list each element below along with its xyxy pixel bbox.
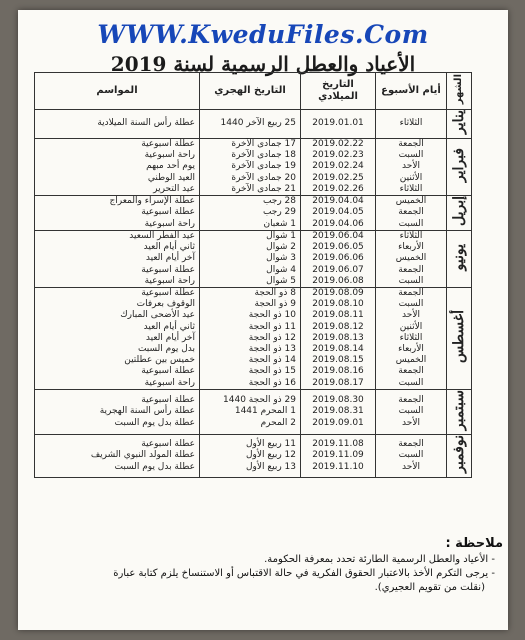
note-item: - الأعياد والعطل الرسمية الطارئة تحدد بمعرفة الحكومة. xyxy=(264,554,495,565)
header-gregorian: التاريخ الميلادي xyxy=(301,73,376,110)
gregorian-date-list: 2019.02.22 2019.02.23 2019.02.24 2019.02.25 2019.02.26 xyxy=(301,139,376,196)
gregorian-date-list: 2019.11.08 2019.11.09 2019.11.10 xyxy=(301,435,376,478)
month-name: يونيو xyxy=(451,243,467,271)
occasion-list: عطلة اسبوعية راحة اسبوعية يوم أحد مبهم العيد الوطني عيد التحرير xyxy=(35,139,200,196)
weekday-list: الجمعة السبت الأحد الأثنين الثلاثاء xyxy=(376,139,447,196)
gregorian-date-list: 2019.06.04 2019.06.05 2019.06.06 2019.06.07 2019.06.08 xyxy=(301,231,376,288)
month-name: يناير xyxy=(451,110,467,135)
month-group-row xyxy=(35,196,472,231)
month-name: سبتمبر xyxy=(451,389,467,431)
month-label xyxy=(447,231,472,288)
header-occasion: المواسم xyxy=(35,73,200,110)
month-group-row xyxy=(35,110,472,139)
gregorian-date-list: 2019.08.09 2019.08.10 2019.08.11 2019.08.12 2019.08.13 2019.08.14 2019.08.15 2019.08.16 2019.08.17 xyxy=(301,288,376,390)
gregorian-date-list: 2019.01.01 xyxy=(301,110,376,139)
header-day: أيام الأسبوع xyxy=(376,73,447,110)
month-group-row xyxy=(35,435,472,478)
weekday-list: الجمعة السبت الأحد xyxy=(376,389,447,434)
month-name: فبراير xyxy=(451,147,467,183)
month-group-row xyxy=(35,139,472,196)
table-header-row xyxy=(35,73,472,110)
header-month: الشهر xyxy=(447,73,472,110)
hijri-date-list: 29 ذو الحجة 1440 1 المحرم 1441 2 المحرم xyxy=(200,389,301,434)
month-label xyxy=(447,389,472,434)
hijri-date-list: 25 ربيع الآخر 1440 xyxy=(200,110,301,139)
hijri-date-list: 28 رجب 29 رجب 1 شعبان xyxy=(200,196,301,231)
site-watermark-title: WWW.KweduFiles.Com xyxy=(97,20,429,49)
occasion-list: عطلة اسبوعية عطلة رأس السنة الهجرية عطلة بدل يوم السبت xyxy=(35,389,200,434)
weekday-list: الثلاثاء xyxy=(376,110,447,139)
weekday-list: الجمعة السبت الأحد الأثنين الثلاثاء الأربعاء الخميس الجمعة السبت xyxy=(376,288,447,390)
month-name: أغسطس xyxy=(451,309,467,363)
weekday-list: الخميس الجمعة السبت xyxy=(376,196,447,231)
month-group-row xyxy=(35,389,472,434)
holidays-table xyxy=(34,72,472,478)
notes-label: ملاحظة : xyxy=(445,536,503,551)
occasion-list: عيد الفطر السعيد ثاني أيام العيد آخر أيام العيد عطلة اسبوعية راحة اسبوعية xyxy=(35,231,200,288)
notes-section xyxy=(28,537,503,595)
hijri-date-list: 11 ربيع الأول 12 ربيع الأول 13 ربيع الأول xyxy=(200,435,301,478)
month-label xyxy=(447,288,472,390)
month-group-row xyxy=(35,231,472,288)
month-name: نوفمبر xyxy=(451,435,467,473)
month-group-row xyxy=(35,288,472,390)
month-name: إبريل xyxy=(451,196,467,227)
note-source: (نقلت من تقويم العجيري). xyxy=(374,582,485,593)
month-label xyxy=(447,435,472,478)
document-title: الأعياد والعطل الرسمية لسنة 2019 xyxy=(110,52,416,76)
month-label xyxy=(447,110,472,139)
header-hijri: التاريخ الهجري xyxy=(200,73,301,110)
gregorian-date-list: 2019.08.30 2019.08.31 2019.09.01 xyxy=(301,389,376,434)
occasion-list: عطلة اسبوعية عطلة المولد النبوي الشريف عطلة بدل يوم السبت xyxy=(35,435,200,478)
gregorian-date-list: 2019.04.04 2019.04.05 2019.04.06 xyxy=(301,196,376,231)
month-label xyxy=(447,139,472,196)
occasion-list: عطلة الإسراء والمعراج عطلة اسبوعية راحة اسبوعية xyxy=(35,196,200,231)
note-item: - يرجى التكرم الأخذ بالاعتبار الحقوق الفكرية في حالة الاقتباس أو الاستنساخ يلزم كتابة عبارة xyxy=(113,568,495,579)
occasion-list: عطلة اسبوعية الوقوف بعرفات عيد الأضحى المبارك ثاني أيام العيد آخر أيام العيد بدل يوم السبت خميس بين عطلتين عطلة اسبوعية راحة اسبوعية xyxy=(35,288,200,390)
hijri-date-list: 17 جمادى الآخرة 18 جمادى الآخرة 19 جمادى الآخرة 20 جمادى الآخرة 21 جمادى الآخرة xyxy=(200,139,301,196)
occasion-list: عطلة رأس السنة الميلادية xyxy=(35,110,200,139)
weekday-list: الجمعة السبت الأحد xyxy=(376,435,447,478)
weekday-list: الثلاثاء الأربعاء الخميس الجمعة السبت xyxy=(376,231,447,288)
hijri-date-list: 1 شوال 2 شوال 3 شوال 4 شوال 5 شوال xyxy=(200,231,301,288)
hijri-date-list: 8 ذو الحجة 9 ذو الحجة 10 ذو الحجة 11 ذو الحجة 12 ذو الحجة 13 ذو الحجة 14 ذو الحجة 15 ذو الحجة 16 ذو الحجة xyxy=(200,288,301,390)
month-label xyxy=(447,196,472,231)
